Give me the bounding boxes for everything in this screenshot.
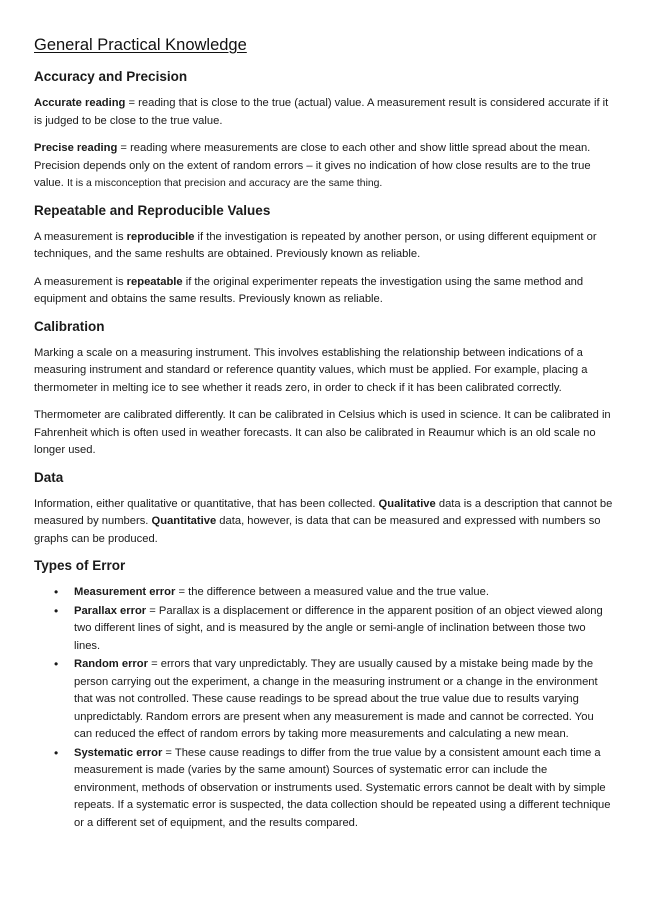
term-parallax-error: Parallax error (74, 604, 147, 617)
term-precise-reading: Precise reading (34, 142, 118, 154)
paragraph-reproducible (34, 229, 613, 264)
reproducible-text-after: if the investigation is repeated by another person, or using different equipment or techniques, and the same reshults are obtained. Previously known as reliable. (34, 230, 597, 260)
error-types-list (34, 584, 613, 832)
term-systematic-error: Systematic error (74, 746, 163, 759)
heading-accuracy-precision: Accuracy and Precision (34, 69, 188, 84)
parallax-error-text: = Parallax is a displacement or difference in the apparent position of an object viewed along two different lines of sight, and is measured by the angle or semi-angle of inclination between those two lines. (74, 604, 603, 652)
heading-calibration: Calibration (34, 318, 105, 334)
paragraph-calibration-2: Thermometer are calibrated differently. It can be calibrated in Celsius which is used in science. It can be calibrated in Fahrenheit which is often used in weather forecasts. It can also be calibrated in Reaumur which is an old scale no longer used. (34, 409, 611, 456)
term-repeatable: repeatable (126, 275, 183, 288)
paragraph-accurate-reading (34, 95, 613, 130)
term-quantitative: Quantitative (151, 515, 217, 527)
repeatable-text-before: A measurement is (34, 275, 127, 288)
accurate-reading-text: = reading that is close to the true (actual) value. A measurement result is considered accurate if it is judged to be close to the true value. (34, 97, 609, 127)
term-measurement-error: Measurement error (74, 586, 176, 598)
systematic-error-text: = These cause readings to differ from the true value by a consistent amount each time a measurement is made (varies by the same amount) Sources of systematic error can include the environment, methods of observation or instruments used. Systematic errors cannot be dealt with by simple repeats. If a systematic error is suspected, the data collection should be repeated using a different technique or a different set of equipment, and the results compared. (74, 746, 611, 829)
data-text-3: data, however, is data that can be measured and expressed with numbers so graphs can be produced. (34, 515, 601, 545)
measurement-error-text: = the difference between a measured value and the true value. (175, 586, 489, 598)
precise-reading-note: It is a misconception that precision and accuracy are the same thing. (66, 178, 383, 189)
data-text-2: data is a description that cannot be measured by numbers. (34, 497, 613, 527)
paragraph-precise-reading (34, 140, 613, 193)
paragraph-data (34, 496, 613, 549)
list-item-measurement-error (74, 584, 613, 602)
heading-data: Data (34, 469, 64, 485)
term-reproducible: reproducible (126, 230, 195, 243)
heading-types-of-error: Types of Error (34, 558, 126, 573)
term-random-error: Random error (74, 658, 148, 670)
list-item-parallax-error (74, 603, 613, 656)
list-item-random-error (74, 656, 613, 744)
term-qualitative: Qualitative (378, 497, 436, 510)
paragraph-calibration-1: Marking a scale on a measuring instrument. This involves establishing the relationship between indications of a measuring instrument and standard or reference quantity values, which must be applied. For example, placing a thermometer in melting ice to see whether it reads zero, in order to check if it has been calibrated correctly. (34, 346, 588, 394)
repeatable-text-after: if the original experimenter repeats the investigation using the same method and equipment and obtains the same results. Previously known as reliable. (34, 275, 584, 305)
page-title: General Practical Knowledge (34, 36, 247, 54)
heading-repeatable-reproducible: Repeatable and Reproducible Values (34, 202, 271, 218)
list-item-systematic-error (74, 745, 613, 833)
precise-reading-text: = reading where measurements are close to each other and show little spread about the mean. Precision depends only on the extent of random errors – it gives no indication of how close results are to the true value. (34, 142, 591, 189)
data-text-1: Information, either qualitative or quantitative, that has been collected. (34, 497, 379, 510)
paragraph-repeatable (34, 274, 613, 309)
reproducible-text-before: A measurement is (34, 230, 127, 243)
term-accurate-reading: Accurate reading (34, 97, 126, 109)
random-error-text: = errors that vary unpredictably. They are usually caused by a mistake being made by the person carrying out the experiment, a change in the measuring instrument or a change in the environment that was not controlled. These cause readings to be spread about the true value due to results varying unpredictably. Random errors are present when any measurement is made and cannot be corrected. You can reduced the effect of random errors by taking more measurements and calculating a new mean. (74, 658, 598, 740)
